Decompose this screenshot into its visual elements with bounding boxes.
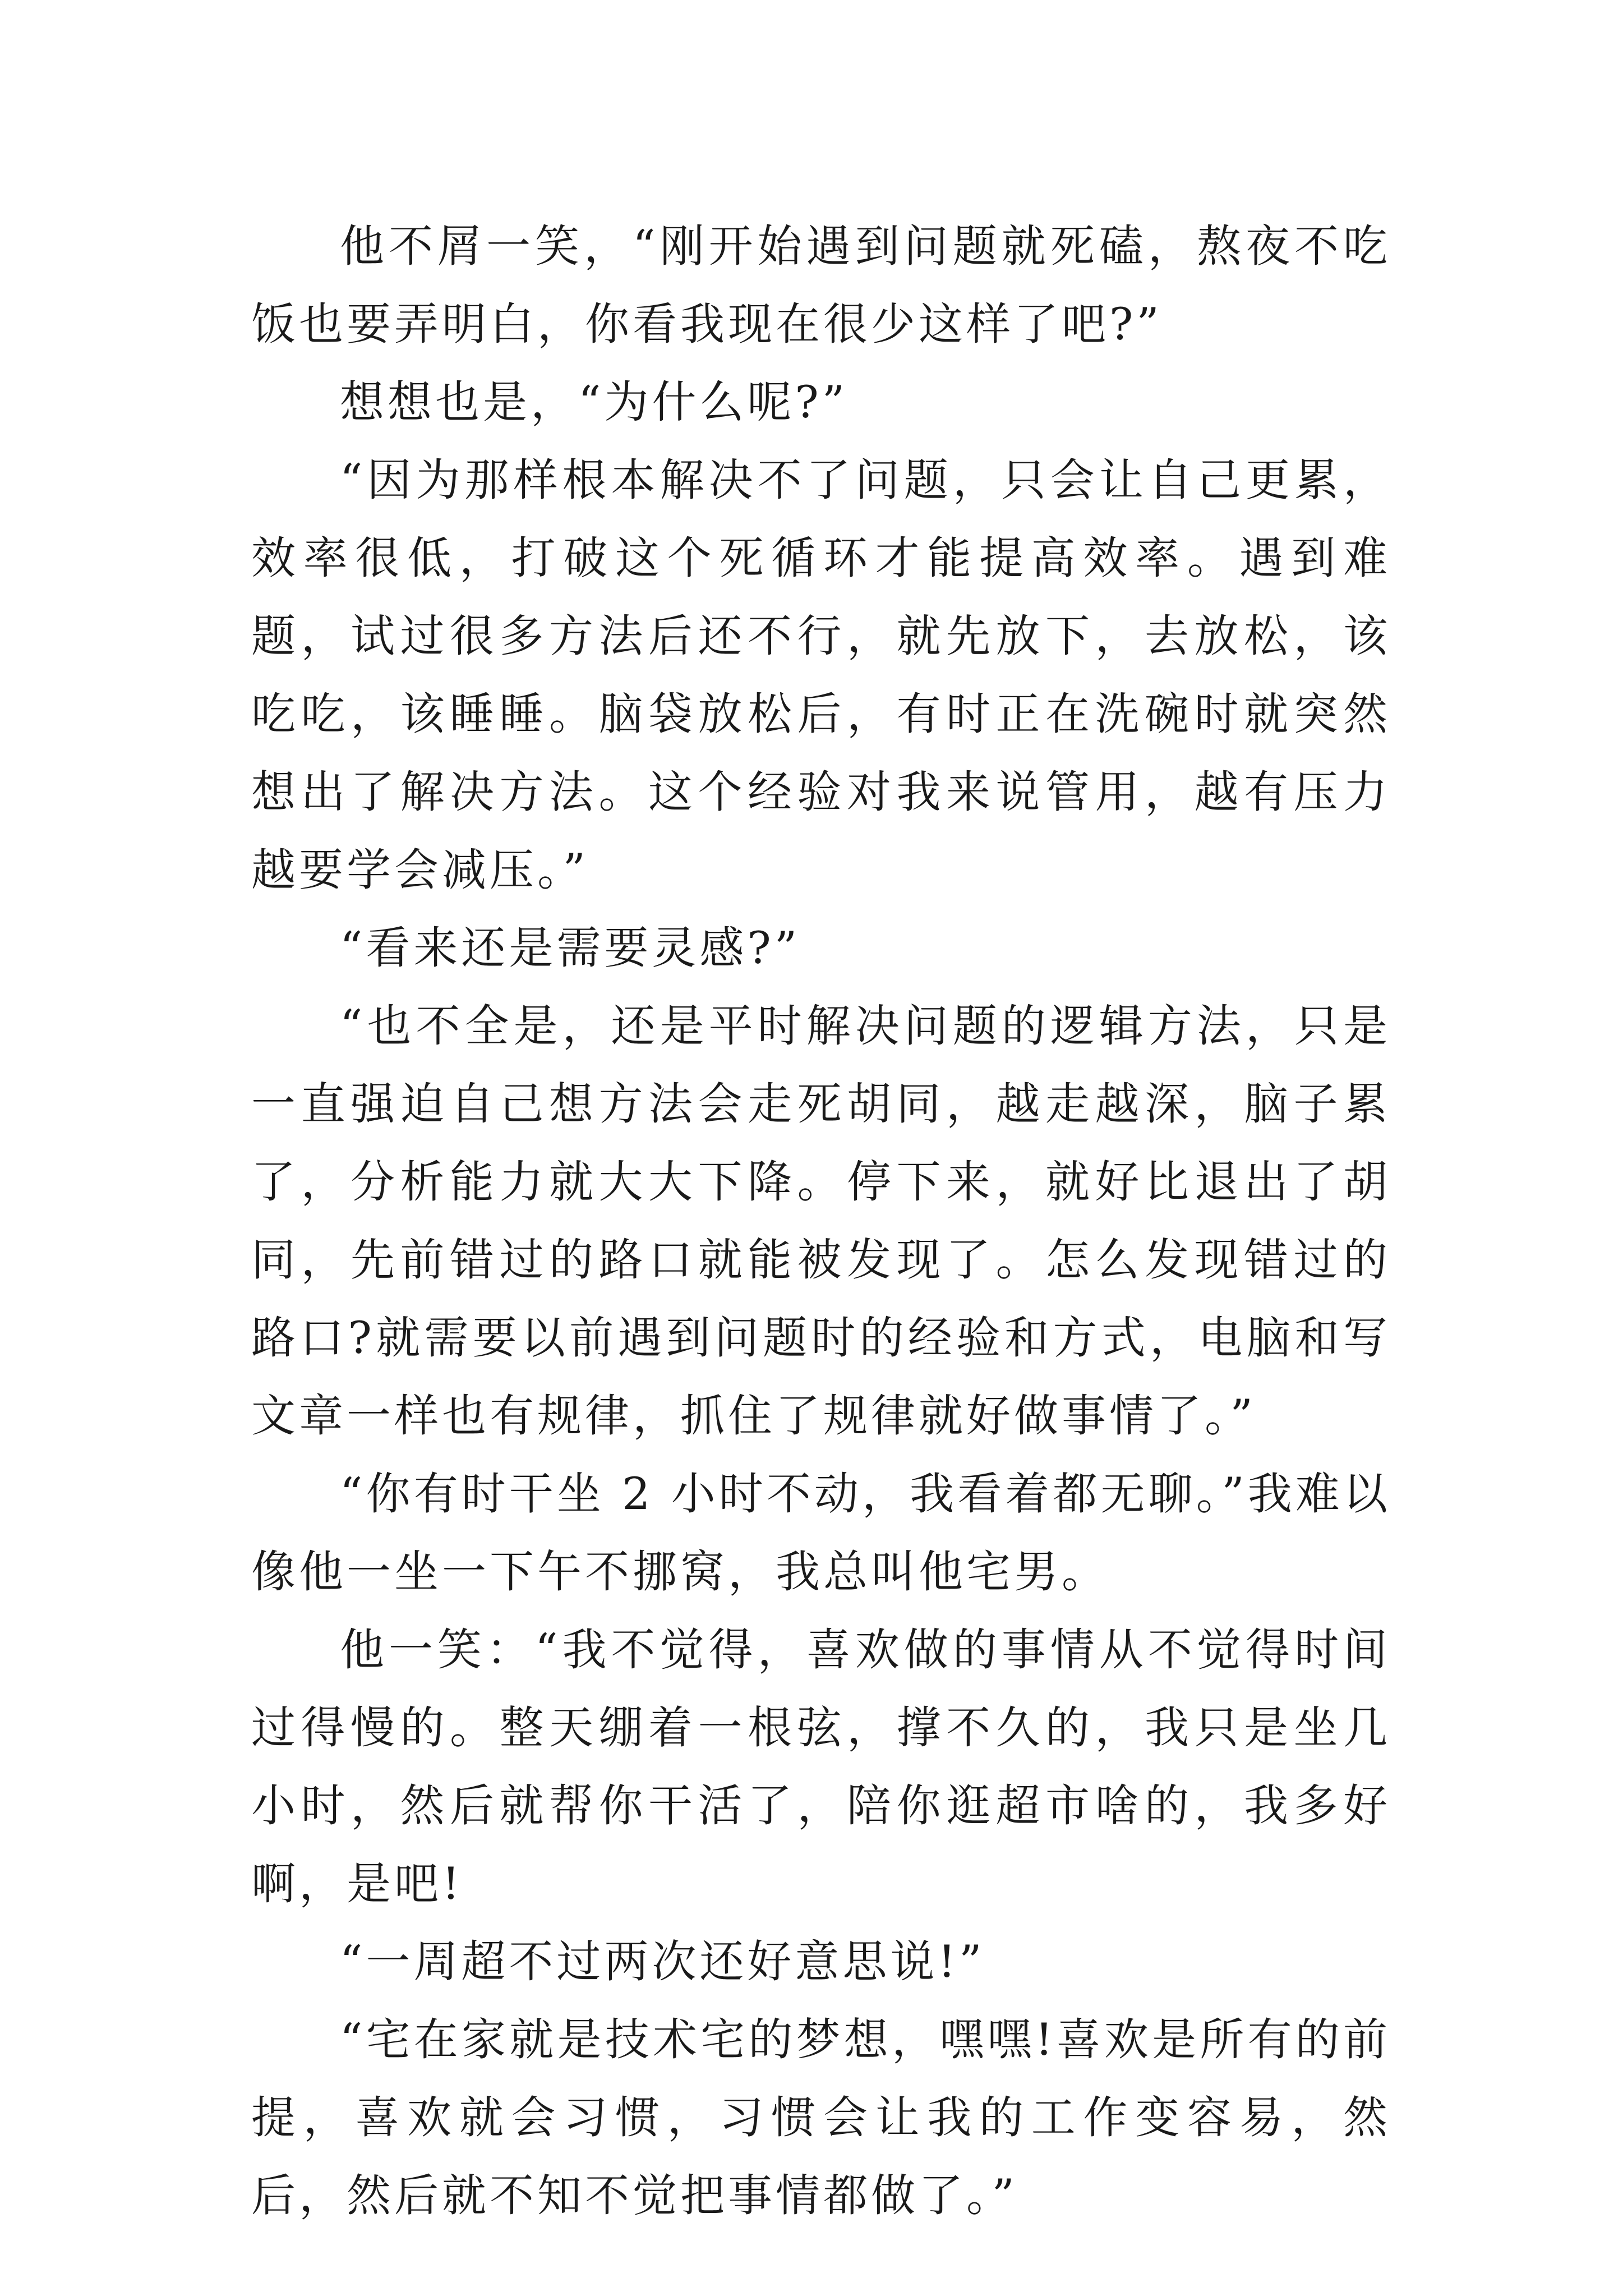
paragraph: “你有时干坐 2 小时不动，我看着都无聊。”我难以像他一坐一下午不挪窝，我总叫他宅男。 [251, 1468, 1391, 1598]
paragraph: 他不屑一笑，“刚开始遇到问题就死磕，熬夜不吃饭也要弄明白，你看我现在很少这样了吧?” [251, 220, 1391, 350]
paragraph: 他一笑：“我不觉得，喜欢做的事情从不觉得时间过得慢的。整天绷着一根弦，撑不久的，我只是坐几小时，然后就帮你干活了，陪你逛超市啥的，我多好啊，是吧! [251, 1624, 1391, 1910]
paragraph: “看来还是需要灵感?” [340, 922, 801, 974]
article-body [251, 208, 1391, 2235]
paragraph: 想想也是，“为什么呢?” [340, 376, 849, 428]
paragraph: “一周超不过两次还好意思说!” [340, 1936, 985, 1987]
paragraph: “因为那样根本解决不了问题，只会让自己更累，效率很低，打破这个死循环才能提高效率。遇到难题，试过很多方法后还不行，就先放下，去放松，该吃吃，该睡睡。脑袋放松后，有时正在洗碗时就突然想出了解决方法。这个经验对我来说管用，越有压力越要学会减压。” [251, 454, 1391, 896]
paragraph: “宅在家就是技术宅的梦想，嘿嘿!喜欢是所有的前提，喜欢就会习惯，习惯会让我的工作变容易，然后，然后就不知不觉把事情都做了。” [251, 2014, 1391, 2221]
paragraph: “也不全是，还是平时解决问题的逻辑方法，只是一直强迫自己想方法会走死胡同，越走越深，脑子累了，分析能力就大大下降。停下来，就好比退出了胡同，先前错过的路口就能被发现了。怎么发现错过的路口?就需要以前遇到问题时的经验和方式，电脑和写文章一样也有规律，抓住了规律就好做事情了。” [251, 1000, 1391, 1442]
